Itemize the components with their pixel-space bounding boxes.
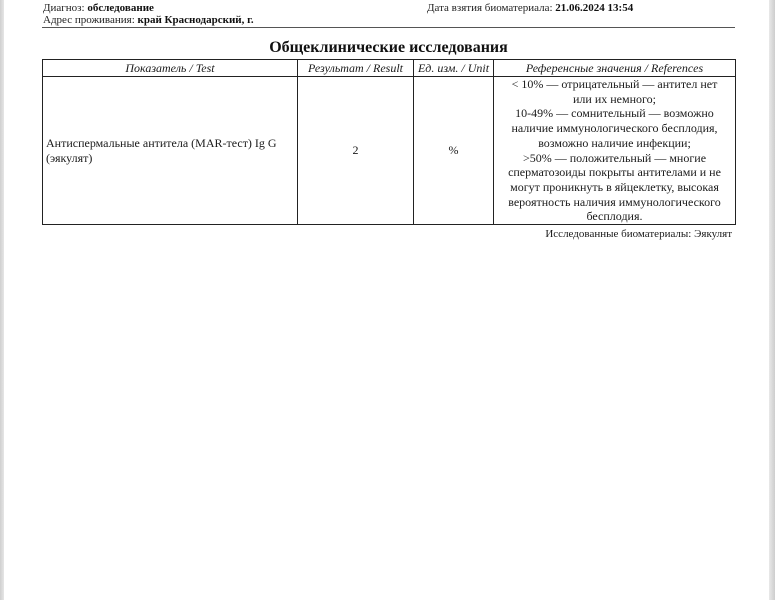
- address-label: Адрес проживания:: [43, 14, 135, 26]
- reference-line: или их немного;: [573, 91, 656, 106]
- section-title: Общеклинические исследования: [269, 39, 508, 56]
- table-row: [43, 77, 736, 225]
- reference-line: >50% — положительный — многие: [522, 150, 707, 165]
- reference-values-cell: [494, 77, 736, 225]
- biomaterials-note: Исследованные биоматериалы: Эякулят: [545, 228, 732, 240]
- unit-cell: %: [414, 77, 494, 225]
- reference-line: < 10% — отрицательный — антител нет: [511, 77, 718, 91]
- reference-line: наличие иммунологического бесплодия,: [511, 121, 718, 136]
- table-header-row: [43, 60, 736, 77]
- result-value-cell: 2: [298, 77, 414, 225]
- reference-line: возможно наличие инфекции;: [538, 135, 691, 150]
- header-divider: [42, 27, 735, 28]
- sample-date-value: 21.06.2024 13:54: [555, 2, 634, 14]
- column-header-test: Показатель / Test: [43, 60, 298, 77]
- column-header-references: Референсные значения / References: [494, 60, 736, 77]
- reference-line: 10-49% — сомнительный — возможно: [515, 106, 714, 121]
- results-table: [42, 59, 736, 225]
- sample-date-line: [427, 2, 633, 14]
- diagnosis-label: Диагноз:: [43, 2, 85, 14]
- test-name-cell: Антиспермальные антитела (MAR-тест) Ig G (эякулят): [43, 77, 298, 225]
- address-line: [43, 14, 254, 26]
- column-header-result: Результат / Result: [298, 60, 414, 77]
- reference-line: бесплодия.: [586, 209, 643, 224]
- diagnosis-value: обследование: [87, 2, 154, 14]
- diagnosis-line: [43, 2, 154, 14]
- address-value: край Краснодарский, г.: [137, 14, 254, 26]
- sample-date-label: Дата взятия биоматериала:: [427, 2, 553, 14]
- reference-line: вероятность наличия иммунологического: [508, 194, 721, 209]
- reference-line: могут проникнуть в яйцеклетку, высокая: [510, 179, 719, 194]
- reference-line: сперматозоиды покрыты антителами и не: [508, 165, 721, 180]
- column-header-unit: Ед. изм. / Unit: [414, 60, 494, 77]
